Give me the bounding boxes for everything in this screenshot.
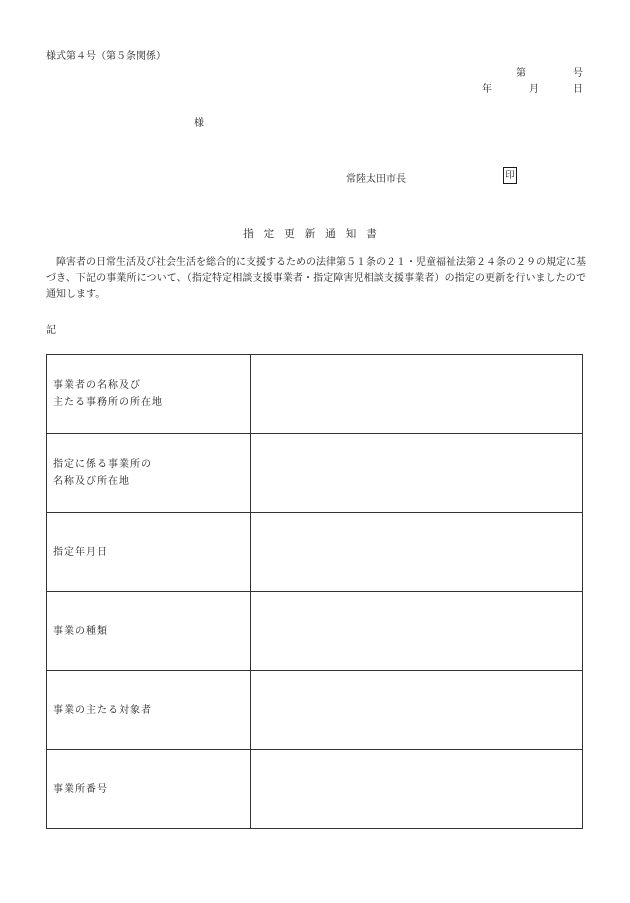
row-value-office[interactable] — [251, 434, 583, 513]
row-value-target-users[interactable] — [251, 671, 583, 750]
row-label-designation-date — [47, 513, 251, 592]
table-row — [47, 513, 583, 592]
seal-stamp: 印 — [503, 167, 517, 184]
row-label-office — [47, 434, 251, 513]
document-title: 指定更新通知書 — [243, 228, 387, 240]
date-day: 日 — [573, 84, 583, 95]
label-line: 事業所番号 — [53, 783, 108, 795]
table-row — [47, 434, 583, 513]
table-row — [47, 592, 583, 671]
notice-body: 障害者の日常生活及び社会生活を総合的に支援するための法律第５１条の２１・児童福祉法第２４条の２９の規定に基づき、下記の事業所について、（指定特定相談支援事業者・指定障害児相談支援事業者）の指定の更新を行いましたので通知します。 — [46, 257, 586, 300]
label-line: 事業の主たる対象者 — [53, 704, 152, 716]
row-value-office-number[interactable] — [251, 750, 583, 829]
row-label-operator — [47, 355, 251, 434]
table-row — [47, 671, 583, 750]
form-number: 様式第４号（第５条関係） — [46, 51, 166, 62]
row-label-business-type — [47, 592, 251, 671]
row-value-operator[interactable] — [251, 355, 583, 434]
date-month: 月 — [529, 84, 539, 95]
label-line: 主たる事務所の所在地 — [53, 397, 163, 408]
number-suffix: 号 — [573, 68, 583, 79]
addressee-suffix: 様 — [194, 118, 204, 129]
date-year: 年 — [482, 84, 492, 95]
label-line: 指定年月日 — [53, 546, 108, 558]
label-line: 事業の種類 — [53, 625, 108, 637]
table-row — [47, 355, 583, 434]
row-label-target-users — [47, 671, 251, 750]
ki-marker: 記 — [46, 325, 56, 336]
number-prefix: 第 — [516, 68, 526, 79]
label-line: 事業者の名称及び — [53, 380, 141, 391]
label-line: 指定に係る事業所の — [53, 459, 152, 470]
row-value-business-type[interactable] — [251, 592, 583, 671]
row-label-office-number — [47, 750, 251, 829]
details-table — [46, 354, 583, 829]
table-row — [47, 750, 583, 829]
row-value-designation-date[interactable] — [251, 513, 583, 592]
label-line: 名称及び所在地 — [53, 476, 130, 487]
issuer-name: 常陸太田市長 — [346, 174, 406, 185]
